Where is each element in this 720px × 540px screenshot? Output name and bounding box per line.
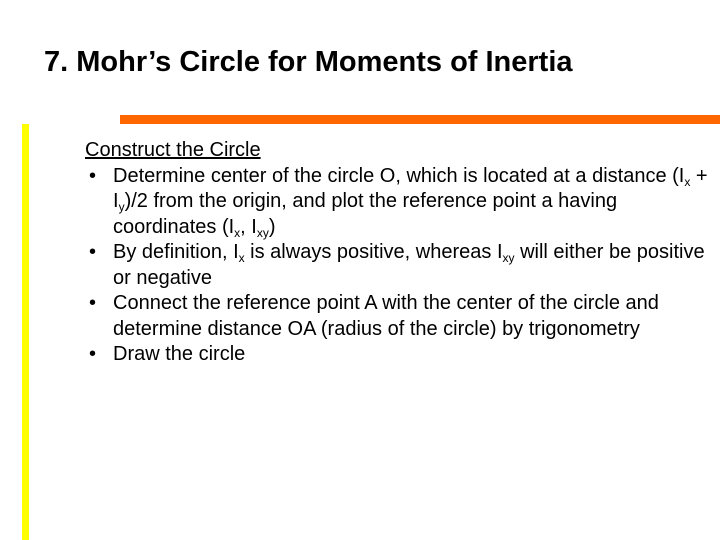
subscript: x xyxy=(684,174,691,189)
bullet-marker: • xyxy=(89,164,97,187)
bullet-text: ) xyxy=(268,215,276,238)
subscript: y xyxy=(118,200,125,214)
bullet-text: Connect the reference point A with the center of the circle and determine distance OA (radius of the circle) by trigonometry xyxy=(113,292,659,340)
bullet-list xyxy=(85,164,710,368)
bullet-text: will either be positive or negative xyxy=(113,241,705,289)
bullet-text: is always positive, whereas I xyxy=(244,241,503,263)
bullet-text: By definition, I xyxy=(113,241,239,263)
bullet-text: )/2 from the origin, and plot the reference point a having coordinates (I xyxy=(113,190,618,238)
accent-rule-horizontal xyxy=(120,115,720,124)
slide-title: 7. Mohr’s Circle for Moments of Inertia xyxy=(44,46,573,78)
subscript: xy xyxy=(256,225,269,240)
bullet-text: + I xyxy=(113,164,708,212)
bullet-item-definition xyxy=(85,240,710,291)
bullet-item-draw xyxy=(85,342,710,368)
bullet-text: Determine center of the circle O, which is located at a distance (I xyxy=(113,164,685,187)
bullet-text: , I xyxy=(240,215,257,238)
slide-content xyxy=(85,138,710,368)
bullet-item-connect xyxy=(85,291,710,342)
bullet-marker: • xyxy=(89,241,97,263)
bullet-item-center xyxy=(85,164,710,241)
bullet-marker: • xyxy=(89,292,97,314)
subscript: x xyxy=(234,225,241,240)
section-heading: Construct the Circle xyxy=(85,139,261,161)
subscript: xy xyxy=(502,251,515,265)
bullet-marker: • xyxy=(89,343,97,365)
subscript: x xyxy=(238,251,245,265)
bullet-text: Draw the circle xyxy=(113,343,246,365)
accent-bar-vertical xyxy=(22,124,29,540)
